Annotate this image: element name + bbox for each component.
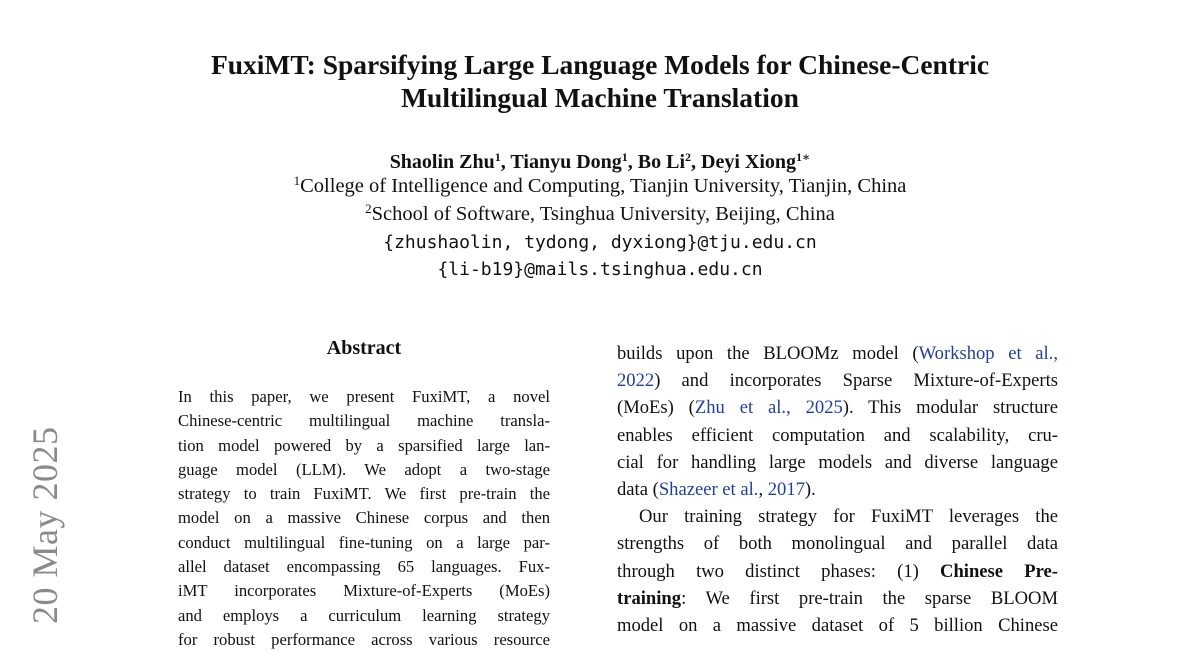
body-text-column (617, 340, 1058, 639)
body-text: ) and incorporates Sparse Mixture-of-Experts (654, 370, 1058, 392)
body-text: (MoEs) ( (617, 397, 695, 419)
affiliation (150, 173, 1050, 198)
body-line (617, 367, 1058, 394)
affiliation-mark: 1 (293, 173, 301, 188)
body-line: cial for handling large models and diverse language (617, 451, 1058, 473)
body-text: ). This modular structure (842, 397, 1058, 419)
title-line-2: Multilingual Machine Translation (401, 82, 799, 113)
abstract-line: conduct multilingual fine-tuning on a large par- (178, 532, 550, 552)
title-line-1: FuxiMT: Sparsifying Large Language Models for Chinese-Centric (210, 49, 990, 80)
abstract-heading: Abstract (326, 337, 402, 359)
author-name: Tianyu Dong (510, 151, 622, 173)
email-line: {zhushaolin, tydong, dyxiong}@tju.edu.cn (383, 232, 817, 253)
body-line (617, 585, 1058, 612)
abstract-line: strategy to train FuxiMT. We first pre-train the (178, 484, 550, 504)
author-name: Bo Li (637, 151, 686, 173)
author-list: Shaolin Zhu$^1$, Tianyu Dong$^1$, Bo Li$^2$, Deyi Xiong$^{1∗}$ (389, 150, 811, 173)
arxiv-date-stamp: 20 May 2025 (25, 426, 65, 624)
body-line (617, 340, 1058, 367)
body-text: data ( (617, 478, 659, 500)
abstract-line: iMT incorporates Mixture-of-Experts (MoEs) (178, 581, 550, 601)
abstract-line: for robust performance across various resource (178, 629, 550, 649)
email-line: {li-b19}@mails.tsinghua.edu.cn (437, 259, 763, 280)
citation-link[interactable]: Zhu et al., 2025 (694, 397, 843, 419)
author-affil-mark: 1 (621, 150, 628, 164)
citation-link[interactable]: 2022 (617, 370, 655, 392)
abstract-line: model on a massive Chinese corpus and then (178, 508, 550, 528)
abstract-line: guage model (LLM). We adopt a two-stage (178, 459, 550, 479)
body-line (617, 394, 1058, 421)
body-line: enables efficient computation and scalability, cru- (617, 424, 1058, 446)
citation-link[interactable]: Shazeer et al. (658, 478, 759, 500)
body-line: Our training strategy for FuxiMT leverages the (639, 506, 1058, 528)
abstract-line: and employs a curriculum learning strategy (178, 605, 550, 625)
affiliation-text: School of Software, Tsinghua University, Beijing, China (371, 203, 835, 225)
bold-term: training (617, 587, 682, 609)
body-text: ). (804, 478, 816, 500)
abstract-text (178, 385, 550, 652)
citation-link[interactable]: 2017 (767, 478, 805, 500)
body-line (617, 558, 1058, 585)
citation-link[interactable]: Workshop et al., (918, 343, 1058, 364)
author-name: Deyi Xiong (701, 151, 797, 173)
author-name: Shaolin Zhu (389, 151, 495, 173)
author-affil-mark: 1 (494, 150, 501, 164)
body-text: : We first pre-train the sparse BLOOM (681, 587, 1058, 609)
affiliation-text: College of Intelligence and Computing, Tianjin University, Tianjin, China (300, 175, 907, 197)
abstract-line: In this paper, we present FuxiMT, a novel (178, 387, 550, 406)
abstract-line: Chinese-centric multilingual machine transla- (178, 411, 550, 431)
body-text: , (758, 478, 768, 500)
author-affil-mark: 2 (685, 150, 692, 164)
abstract-line: allel dataset encompassing 65 languages. Fux- (178, 557, 550, 577)
paper-title (150, 48, 1050, 114)
body-text: builds upon the BLOOMz model ( (617, 343, 919, 364)
abstract-line: tion model powered by a sparsified large lan- (178, 435, 550, 455)
body-line (617, 476, 1058, 503)
body-text: through two distinct phases: (1) (617, 560, 941, 582)
affiliation (150, 201, 1050, 226)
bold-term: Chinese Pre- (940, 560, 1058, 582)
affiliation-mark: 2 (365, 201, 372, 216)
body-line: strengths of both monolingual and parallel data (617, 533, 1058, 555)
author-affil-mark: 1∗ (796, 150, 811, 164)
body-line: model on a massive dataset of 5 billion Chinese (617, 614, 1058, 636)
